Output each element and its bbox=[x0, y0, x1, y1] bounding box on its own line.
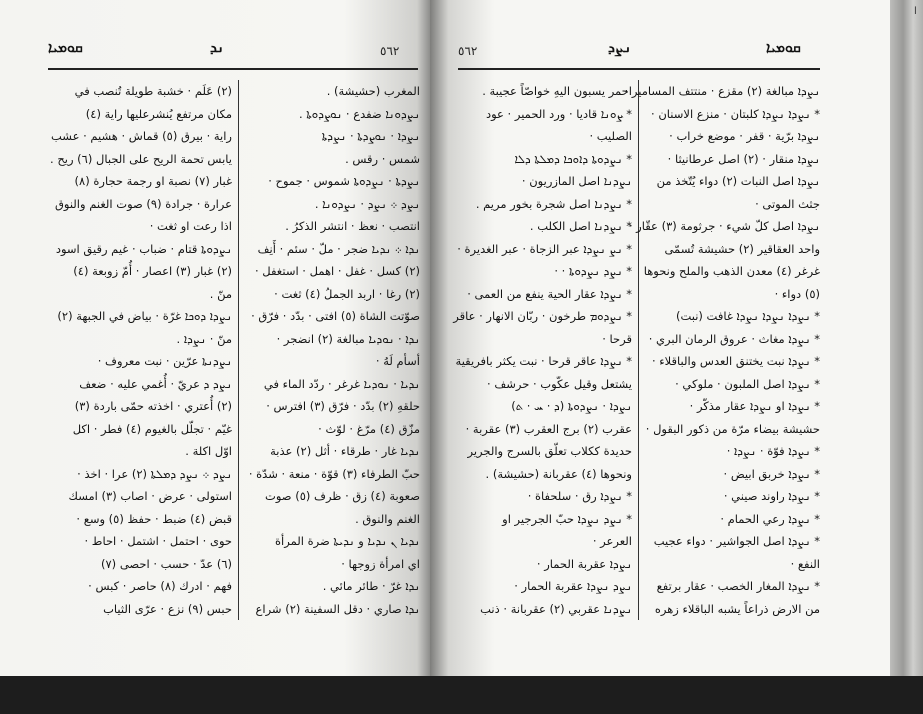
entry-line: مكان مرتفع يُنشرعليها راية (٤) bbox=[85, 106, 232, 121]
entry-line: * ܢܨܕܐ عاقر قرحا · نبت يكثر بافريقية bbox=[455, 354, 632, 368]
entry-line: حشيشة بيضاء مرّة من ذكور البقول · bbox=[645, 421, 820, 436]
right-outer-column bbox=[624, 80, 820, 620]
entry-line: ܢܨܕܐ اصل النبات (٢) دواء يُتّخذ من bbox=[656, 174, 820, 188]
entry-line: منّ . bbox=[209, 286, 232, 301]
right-inner-column bbox=[453, 80, 632, 620]
entry-line: غيّم · تجلّل بالغيوم (٤) فطر · اكل bbox=[72, 421, 232, 436]
right-header-rule bbox=[458, 68, 820, 70]
right-column-divider bbox=[638, 80, 639, 620]
entry-line: أسأم لَهُ · bbox=[375, 354, 420, 368]
left-page-number: ٥٦٢ bbox=[380, 44, 400, 58]
page-stack-edge bbox=[890, 0, 923, 676]
entry-line: ܢܕܐ ܀ ܢܕܝܐ ضجر · ملّ · سئم · أَنِف bbox=[257, 241, 420, 256]
left-page bbox=[0, 0, 430, 676]
entry-line: ونحوها (٤) عقربانة (حشيشة) . bbox=[485, 466, 632, 481]
entry-line: ܢܕܝܐ · ܢܘܕܝܐ غرغر · ردّد الماء في bbox=[263, 376, 420, 391]
entry-line: ܢܕܝܐ ܢ ܢܕܝܐ و ܢܕܝܬܐ ضرة المرأة bbox=[275, 534, 420, 548]
entry-line: يشتعل وقيل عكّوب · حرشف · bbox=[487, 376, 632, 391]
entry-line: ܢܨܕܐ عقربة الحمار · bbox=[536, 556, 632, 571]
entry-line: * ܢܨܕܘܬܐ ܕܐܘܟܐ ܕܡܠܬܐ ܕܠܐ bbox=[514, 151, 632, 166]
entry-line: غرغر (٤) معدن الذهب والملح ونحوها bbox=[643, 264, 820, 278]
entry-line: حلقهِ (٢) بدّد · فرّق (٣) افترس · bbox=[266, 399, 420, 413]
entry-line: ܢܨܕܘܬܐ قتام · ضباب · غيم رقيق اسود bbox=[55, 241, 232, 256]
entry-line: * ܢܨܕܐ او ܢܨܕܐ عقار مذكّر · bbox=[689, 399, 820, 413]
entry-line: حوى · احتمل · اشتمل · احاط · bbox=[84, 534, 232, 548]
entry-line: الغنم والنوق . bbox=[355, 511, 420, 526]
entry-line: قبض (٤) ضبط · حفظ (٥) وسع · bbox=[76, 511, 232, 526]
entry-line: ܢܨܕܐ برّية · قفر · موضع خراب · bbox=[669, 129, 820, 143]
entry-line: * ܢܨܕܐ فوّة · ܢܨܕܐ · bbox=[726, 444, 820, 458]
left-header-rule bbox=[48, 68, 418, 70]
corner-mark: ا bbox=[914, 6, 917, 17]
entry-line: * ܢܨܕ ܢܨܕܘܬܐ · · bbox=[554, 264, 632, 278]
entry-line: صوّتت الشاة (٥) افتى · بدّد · فرّق · bbox=[251, 309, 420, 323]
entry-line: قرحا · bbox=[602, 331, 632, 346]
entry-line: احمر يسبون اليهِ خواصّاً عجيبة . bbox=[482, 84, 632, 98]
entry-line: حبّ الطرفاء (٣) قوّة · منعة · شدّة · bbox=[248, 466, 420, 481]
entry-line: يابس تحمة الريح على الجبال (٦) ريح . bbox=[50, 151, 232, 166]
entry-line: ܢܨܕܐ ܕܘܟܐ غرّة · بياض في الجبهة (٢) bbox=[57, 309, 232, 323]
entry-line: (٦) عدّ · حسب · احصى (٧) bbox=[100, 556, 232, 571]
entry-line: * ܢܨܕܐ ܢܨܕܐ ܢܨܕܐ غافت (نبت) bbox=[675, 309, 820, 323]
entry-line: * ܢܨܕܐ خربق ابيض · bbox=[723, 466, 820, 481]
entry-line: ܢܨܕ ܕ عريّ · أُغمي عليه · ضعف bbox=[79, 376, 232, 391]
entry-line: (٥) دواء · bbox=[774, 286, 820, 301]
entry-line: (٢) رغا · اربد الجملُ (٤) ثغت · bbox=[274, 286, 420, 301]
entry-line: * ܢܨܕ ܢܨܕܐ حبّ الجرجير او bbox=[502, 511, 632, 526]
entry-line: اي امرأة زوجها · bbox=[341, 556, 420, 571]
entry-line: * ܢܨܕܐ ܢܨܕܐ كلبتان · منزع الاسنان · bbox=[651, 106, 820, 121]
entry-line: (٢) غبار (٣) اعصار · أُمّ زوبعة (٤) bbox=[73, 264, 232, 278]
entry-line: * ܢܨܕܐ رق · سلحفاة · bbox=[527, 489, 632, 503]
entry-line: استولى · عرض · اصاب (٣) امسك bbox=[68, 489, 232, 503]
left-column-divider bbox=[238, 80, 239, 620]
entry-line: ܢܕܐ غرّ · طائر مائي . bbox=[322, 579, 420, 593]
entry-line: ܢܨܕ ܀ ܢܨܕ ܕܡܠܬܐ (٢) عرا · اخذ · bbox=[77, 466, 232, 481]
entry-line: واحد العقاقير (٢) حشيشة تُسمّى bbox=[664, 241, 820, 256]
entry-line: ܢܨܕܐ اصل كلّ شيء · جرثومة (٣) عقّار · bbox=[628, 219, 820, 233]
entry-line: المغرب (حشيشة) . bbox=[326, 84, 420, 98]
entry-line: ܢܨܕܘܢܐ ضفدع · ܢܘܨܕܘܬܐ . bbox=[299, 106, 420, 121]
entry-line: عقرب (٢) برج العقرب (٣) عقربة · bbox=[465, 421, 632, 436]
entry-line: العرعر · bbox=[592, 534, 632, 548]
entry-line: * ܢܨܕܐ راوند صيني · bbox=[723, 489, 820, 503]
entry-line: * ܢܨܕܐ اصل الجواشير · دواء عجيب bbox=[653, 534, 820, 548]
entry-line: (٢) عَلَم · خشبة طويلة تُنصب في bbox=[74, 84, 232, 98]
entry-line: فهم · ادرك (٨) حاصر · كبس · bbox=[88, 579, 232, 593]
entry-line: ܢܨܕܐ · ܢܘܨܕܬܐ · ܢܨܕܬܐ bbox=[321, 129, 420, 143]
entry-line: من الارض ذراعاً يشبه الباقلاء زهره bbox=[654, 601, 820, 616]
entry-line: (٢) أُعتري · اخذته حمّى باردة (٣) bbox=[74, 399, 232, 413]
entry-line: ܢܨܕܬܐ · ܢܨܕܘܬܐ شموس · جموح · bbox=[268, 174, 420, 188]
entry-line: شمس · رقس . bbox=[345, 151, 420, 166]
left-running-head-center: ܢܕ bbox=[210, 40, 224, 56]
entry-line: منّ · ܢܨܕܐ . bbox=[176, 331, 232, 346]
entry-line: عرارة · جرادة (٩) صوت الغنم والنوق bbox=[54, 196, 232, 211]
right-running-head-center: ܢܨܕ bbox=[608, 40, 632, 56]
scanner-bottom-band bbox=[0, 676, 923, 714]
entry-line: ܢܕܐ صاري · دقل السفينة (٢) شراع bbox=[255, 601, 420, 616]
entry-line: ܢܨܕܢܐ عقربي (٢) عقربانة · ذنب bbox=[480, 601, 632, 616]
left-running-head-outer: ܩܘܡܝܐ bbox=[48, 40, 83, 56]
entry-line: مزّق (٤) مرّغ · لوّث · bbox=[318, 421, 420, 436]
left-outer-column bbox=[50, 80, 232, 620]
entry-line: حبس (٩) نزع · عرّى الثياب bbox=[103, 601, 232, 616]
entry-line: صعوبة (٤) زق · ظرف (٥) صوت bbox=[265, 489, 420, 503]
entry-line: ܢܨܕܢܬܐ عرّين · نبت معروف · bbox=[97, 354, 232, 368]
entry-line: ܢܨܕܐ منقار · (٢) اصل عرطانيثا · bbox=[667, 151, 820, 166]
entry-line: * ܢܨܕܢܐ اصل الكلب . bbox=[529, 219, 632, 233]
entry-line: ܢܨܕܐ مبالغة (٢) مقزع · منتتف المسامير · bbox=[624, 84, 820, 98]
entry-line: الصليب · bbox=[589, 129, 632, 143]
entry-line: اوّل اكلة . bbox=[185, 444, 232, 458]
entry-line: * ܢܨܕܐ عقار الحية ينفع من العمى · bbox=[467, 286, 632, 301]
left-inner-column bbox=[244, 80, 420, 620]
entry-line: * ܢܨܕܐ نبت يختنق العدس والباقلاء · bbox=[651, 354, 820, 368]
entry-line: * ܢܨܕܘܡ طرخون · ربّان الانهار · عاقر bbox=[453, 309, 632, 323]
entry-line: ܢܕܐ · ܢܘܕܝܐ مبالغة (٢) انضجر · bbox=[276, 331, 420, 346]
entry-line: * ܨܘܢܐ قاديا · ورد الحمير · عود bbox=[485, 106, 632, 121]
right-page bbox=[430, 0, 890, 676]
entry-line: غبار (٧) نصبة او رجمة حجارة (٨) bbox=[74, 174, 232, 188]
entry-line: اذا رعت او ثغت · bbox=[149, 219, 232, 233]
entry-line: * ܢܨܕܐ اصل الملبون · ملوكي · bbox=[675, 376, 820, 391]
entry-line: انتصب · نعظ · انتشر الذكرُ . bbox=[285, 219, 420, 233]
entry-line: راية · بيرق (٥) قماش · هشيم · عشب bbox=[51, 129, 232, 143]
entry-line: حديدة ككلاب تعلّق بالسرج والجرير bbox=[467, 444, 632, 458]
entry-line: (٢) كسل · غفل · اهمل · استغفل · bbox=[254, 264, 420, 278]
entry-line: * ܢܨܕܐ المغار الخصب · عقار برتفع bbox=[656, 579, 820, 593]
entry-line: ܢܨܕܐ · ܢܨܕܘܬܐ (ܕ · ܚ · ܬ) bbox=[511, 399, 632, 413]
right-page-number: ٥٦٢ bbox=[458, 44, 478, 58]
entry-line: * ܢܨ ܢܨܕܐ عبر الزجاة · عبر الغديرة · bbox=[457, 241, 632, 256]
entry-line: ܢܨܕܢܐ اصل المازريون · bbox=[521, 174, 632, 188]
entry-line: ܢܨܕ ܀ ܢܨܕ · ܢܨܕܘܢܐ . bbox=[314, 196, 420, 211]
entry-line: * ܢܨܕܢܐ اصل شجرة بخور مريم . bbox=[475, 196, 632, 211]
right-running-head-outer: ܩܘܡܝܐ bbox=[766, 40, 801, 56]
entry-line: * ܢܨܕܐ مغاث · عروق الرمان البري · bbox=[648, 331, 820, 346]
entry-line: النفع · bbox=[790, 556, 820, 571]
entry-line: ܢܨܕ ܢܨܕܐ عقربة الحمار · bbox=[514, 579, 632, 593]
entry-line: ܢܕܝܐ غار · طرقاء · أثل (٢) عذبة bbox=[270, 444, 420, 458]
entry-line: * ܢܨܕܐ رعي الحمام · bbox=[720, 511, 820, 526]
entry-line: جثث الموتى · bbox=[755, 196, 820, 211]
